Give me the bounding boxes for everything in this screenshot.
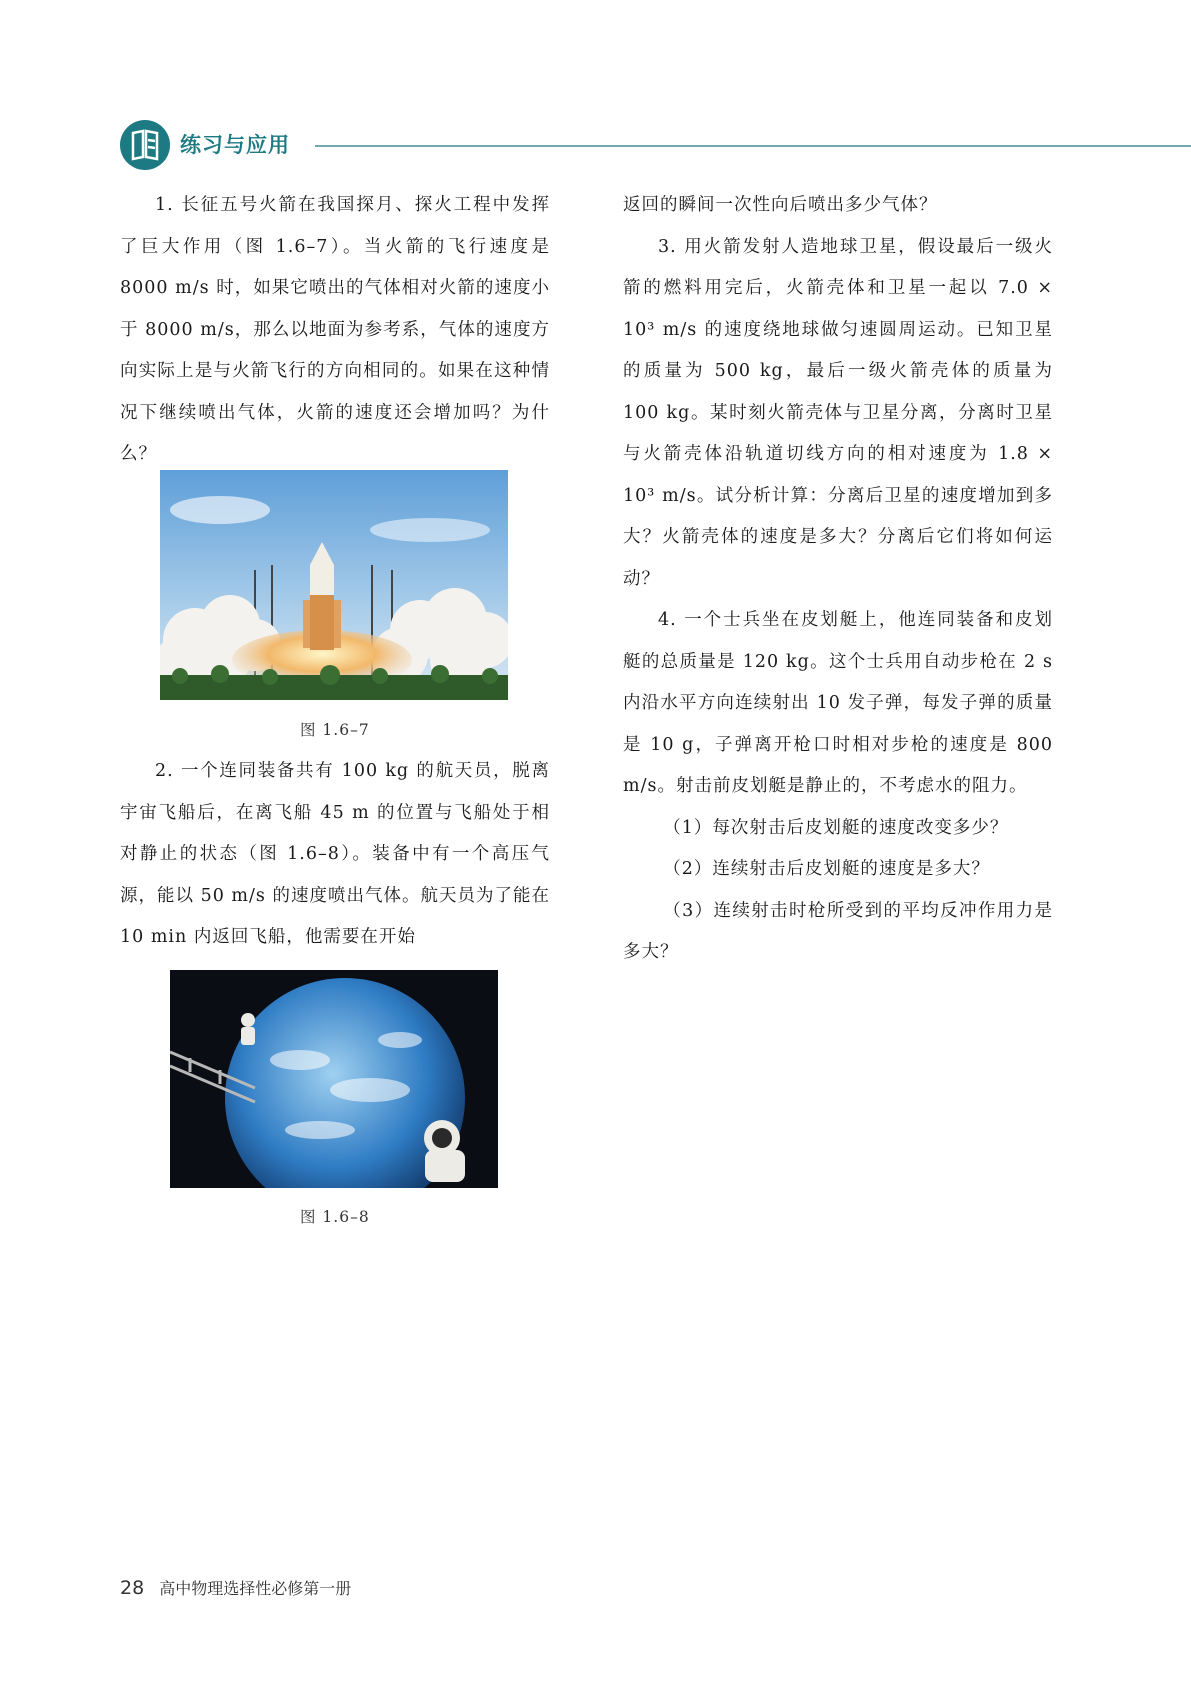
figure-rocket-launch (160, 470, 508, 700)
question-2-continuation: 返回的瞬间一次性向后喷出多少气体？ (623, 195, 938, 215)
question-1: 1. 长征五号火箭在我国探月、探火工程中发挥了巨大作用（图 1.6–7）。当火箭的飞行速度是 8000 m/s 时，如果它喷出的气体相对火箭的速度小于 8000 m/s，那么以地面为参考系，气体的速度方向实际上是与火箭飞行的方向相同的。如果在这种情况下继续喷出气体，火箭的速度还会增加吗？为什么？ (120, 195, 550, 464)
page-footer (120, 1576, 351, 1599)
figure-1-caption: 图 1.6–7 (300, 721, 370, 739)
exercise-book-icon (120, 120, 170, 170)
question-2: 2. 一个连同装备共有 100 kg 的航天员，脱离宇宙飞船后，在离飞船 45 m 的位置与飞船处于相对静止的状态（图 1.6–8）。装备中有一个高压气源，能以 50 m/s 的速度喷出气体。航天员为了能在 10 min 内返回飞船，他需要在开始 (120, 761, 550, 947)
question-3: 3. 用火箭发射人造地球卫星，假设最后一级火箭的燃料用完后，火箭壳体和卫星一起以 7.0 × 10³ m/s 的速度绕地球做匀速圆周运动。已知卫星的质量为 500 kg，最后一级火箭壳体的质量为 100 kg。某时刻火箭壳体与卫星分离，分离时卫星与火箭壳体沿轨道切线方向的相对速度为 1.8 × 10³ m/s。试分析计算：分离后卫星的速度增加到多大？火箭壳体的速度是多大？分离后它们将如何运动？ (623, 236, 1053, 589)
question-4-part-3: （3）连续射击时枪所受到的平均反冲作用力是多大？ (623, 900, 1053, 962)
right-column (623, 185, 1053, 974)
left-column (120, 185, 550, 476)
book-title: 高中物理选择性必修第一册 (159, 1579, 352, 1598)
section-header (120, 118, 1191, 170)
question-4: 4. 一个士兵坐在皮划艇上，他连同装备和皮划艇的总质量是 120 kg。这个士兵用自动步枪在 2 s 内沿水平方向连续射出 10 发子弹，每发子弹的质量是 10 g，子弹离开枪口时相对步枪的速度是 800 m/s。射击前皮划艇是静止的，不考虑水的阻力。 (623, 610, 1053, 796)
figure-2-caption: 图 1.6–8 (300, 1208, 370, 1226)
page-number: 28 (120, 1577, 145, 1599)
header-divider (315, 145, 1191, 147)
section-title: 练习与应用 (180, 133, 290, 157)
figure-astronaut-earth (170, 970, 498, 1188)
question-4-part-2: （2）连续射击后皮划艇的速度是多大？ (663, 859, 990, 879)
left-column-lower (120, 751, 550, 959)
question-4-part-1: （1）每次射击后皮划艇的速度改变多少？ (663, 817, 1009, 838)
